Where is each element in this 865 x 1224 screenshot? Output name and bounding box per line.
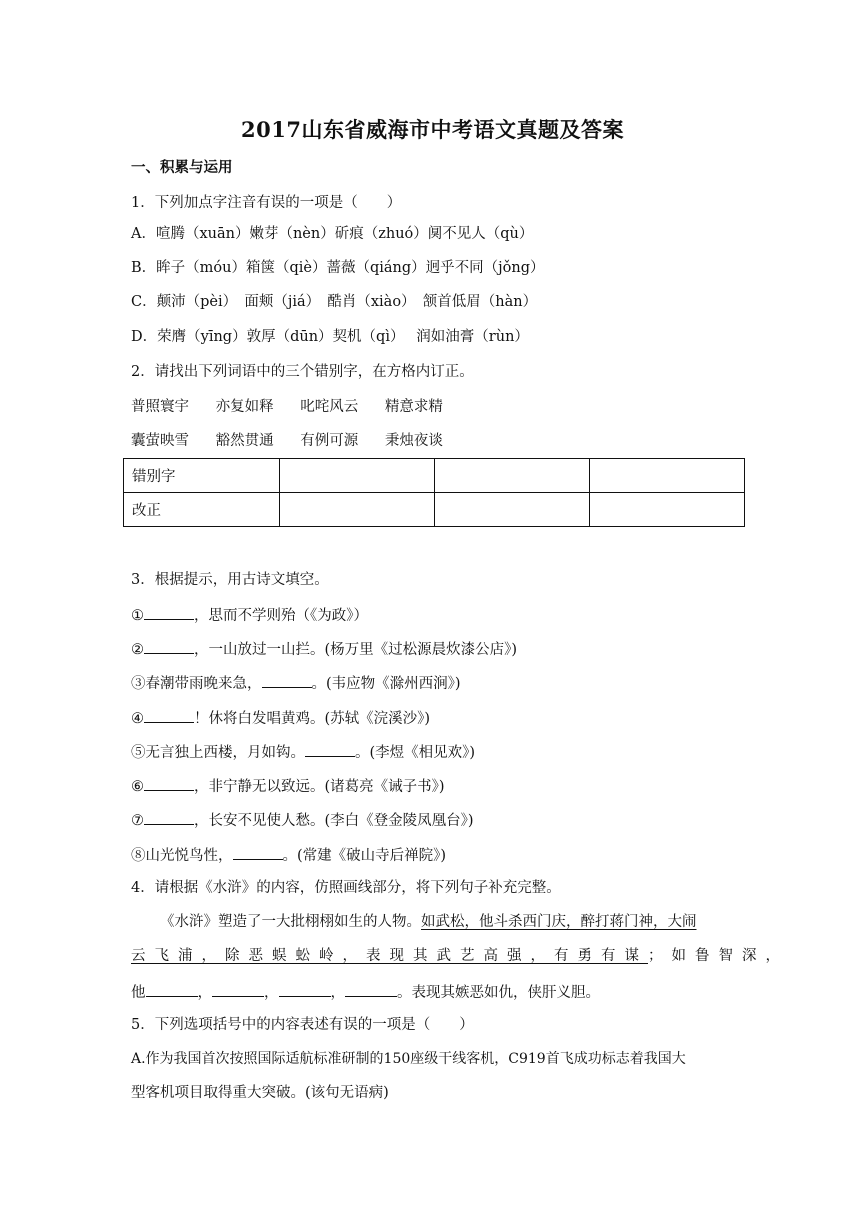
- correction-table: [123, 458, 745, 527]
- q4-paragraph-line1: [160, 912, 697, 932]
- answer-cell[interactable]: [435, 459, 590, 493]
- q3-item-prefix: ⑥: [131, 779, 144, 795]
- q2-stem: 2．请找出下列词语中的三个错别字，在方格内订正。: [131, 364, 474, 380]
- answer-blank[interactable]: [279, 981, 331, 997]
- q2-word: 亦复如释: [215, 399, 274, 415]
- table-row: [124, 493, 745, 527]
- answer-cell[interactable]: [435, 493, 590, 527]
- q3-item-suffix: 。(常建《破山寺后禅院》): [282, 848, 447, 864]
- q4-stem: 4．请根据《水浒》的内容，仿照画线部分，将下列句子补充完整。: [131, 880, 561, 896]
- q3-item-prefix: ⑧山光悦鸟性，: [131, 848, 233, 864]
- q4-text: 。表现其嫉恶如仇，侠肝义胆。: [397, 985, 600, 1001]
- q3-item-suffix: ！休将白发唱黄鸡。(苏轼《浣溪沙》): [194, 711, 431, 727]
- q3-item: [131, 604, 368, 626]
- answer-blank[interactable]: [144, 809, 194, 825]
- table-header-cell: 改正: [124, 493, 280, 527]
- q4-separator: ，: [197, 985, 212, 1001]
- q3-item: [131, 809, 474, 831]
- answer-cell[interactable]: [590, 459, 745, 493]
- q2-word: 囊萤映雪: [131, 433, 189, 449]
- q1-option-b: B．眸子（móu）箱箧（qiè）蔷薇（qiáng）迥乎不同（jǒng）: [131, 260, 545, 276]
- q2-words-row2: [131, 431, 443, 451]
- answer-blank[interactable]: [305, 741, 355, 757]
- q4-paragraph-line3: [131, 981, 600, 1003]
- q4-underlined-text: 如武松，他斗杀西门庆，醉打蒋门神，大闹: [421, 914, 697, 930]
- q3-item-suffix: ，一山放过一山拦。(杨万里《过松源晨炊漆公店》): [194, 642, 518, 658]
- q1-option-c: C．颠沛（pèi） 面颊（jiá） 酷肖（xiào） 颔首低眉（hàn）: [131, 294, 538, 310]
- answer-blank[interactable]: [144, 707, 194, 723]
- q4-text: ；如鲁智深，: [648, 948, 789, 964]
- section-heading: 一、积累与运用: [131, 159, 233, 176]
- q4-text: 《水浒》塑造了一大批栩栩如生的人物。: [160, 914, 421, 930]
- q1-option-d: D．荣膺（yīng）敦厚（dūn）契机（qì） 润如油膏（rùn）: [131, 329, 529, 345]
- q3-item-suffix: 。(李煜《相见欢》): [355, 745, 476, 761]
- q4-paragraph-line2: [131, 946, 789, 966]
- q3-item-prefix: ⑤无言独上西楼，月如钩。: [131, 745, 305, 761]
- q3-item-suffix: ，长安不见使人愁。(李白《登金陵凤凰台》): [194, 813, 474, 829]
- answer-cell[interactable]: [280, 459, 435, 493]
- q3-item: [131, 844, 446, 866]
- q3-item: [131, 707, 430, 729]
- q1-stem: 1．下列加点字注音有误的一项是（ ）: [131, 195, 402, 211]
- answer-blank[interactable]: [345, 981, 397, 997]
- q3-item: [131, 775, 445, 797]
- q2-word: 普照寰宇: [131, 399, 189, 415]
- q3-item-suffix: ，思而不学则殆（《为政》）: [194, 608, 368, 624]
- q3-item-suffix: ，非宁静无以致远。(诸葛亮《诫子书》): [194, 779, 445, 795]
- answer-cell[interactable]: [280, 493, 435, 527]
- answer-blank[interactable]: [144, 775, 194, 791]
- q3-item-prefix: ①: [131, 608, 144, 624]
- q2-word: 秉烛夜谈: [384, 433, 443, 449]
- q3-item-prefix: ③春潮带雨晚来急，: [131, 676, 262, 692]
- answer-blank[interactable]: [212, 981, 264, 997]
- q4-separator: ，: [330, 985, 345, 1001]
- q5-stem: 5．下列选项括号中的内容表述有误的一项是（ ）: [131, 1017, 474, 1033]
- q5-option-a-line1: A.作为我国首次按照国际适航标准研制的150座级干线客机，C919首飞成功标志着我国大: [131, 1051, 686, 1067]
- q2-word: 豁然贯通: [215, 433, 274, 449]
- q2-word: 叱咤风云: [300, 399, 359, 415]
- q2-words-row1: [131, 397, 443, 417]
- q4-separator: ，: [264, 985, 279, 1001]
- q3-item-prefix: ②: [131, 642, 144, 658]
- q3-item-prefix: ⑦: [131, 813, 144, 829]
- q1-option-a: A．喧腾（xuān）嫩芽（nèn）斫痕（zhuó）阒不见人（qù）: [131, 226, 534, 242]
- q5-option-a-line2: 型客机项目取得重大突破。(该句无语病): [131, 1085, 389, 1101]
- answer-blank[interactable]: [262, 672, 312, 688]
- q4-text: 他: [131, 985, 146, 1001]
- answer-blank[interactable]: [144, 604, 194, 620]
- q3-item-suffix: 。(韦应物《滁州西涧》): [311, 676, 461, 692]
- q2-word: 有例可源: [300, 433, 359, 449]
- q4-underlined-text: 云飞浦，除恶蜈蚣岭，表现其武艺高强，有勇有谋: [131, 948, 648, 964]
- q3-stem: 3．根据提示，用古诗文填空。: [131, 572, 329, 588]
- q3-item: [131, 672, 461, 694]
- answer-cell[interactable]: [590, 493, 745, 527]
- answer-blank[interactable]: [233, 844, 283, 860]
- q3-item: [131, 638, 517, 660]
- q2-word: 精意求精: [384, 399, 443, 415]
- page-title: 2017山东省威海市中考语文真题及答案: [241, 117, 624, 142]
- table-header-cell: 错别字: [124, 459, 280, 493]
- q3-item: [131, 741, 475, 763]
- answer-blank[interactable]: [146, 981, 198, 997]
- answer-blank[interactable]: [144, 638, 194, 654]
- table-row: [124, 459, 745, 493]
- q3-item-prefix: ④: [131, 711, 144, 727]
